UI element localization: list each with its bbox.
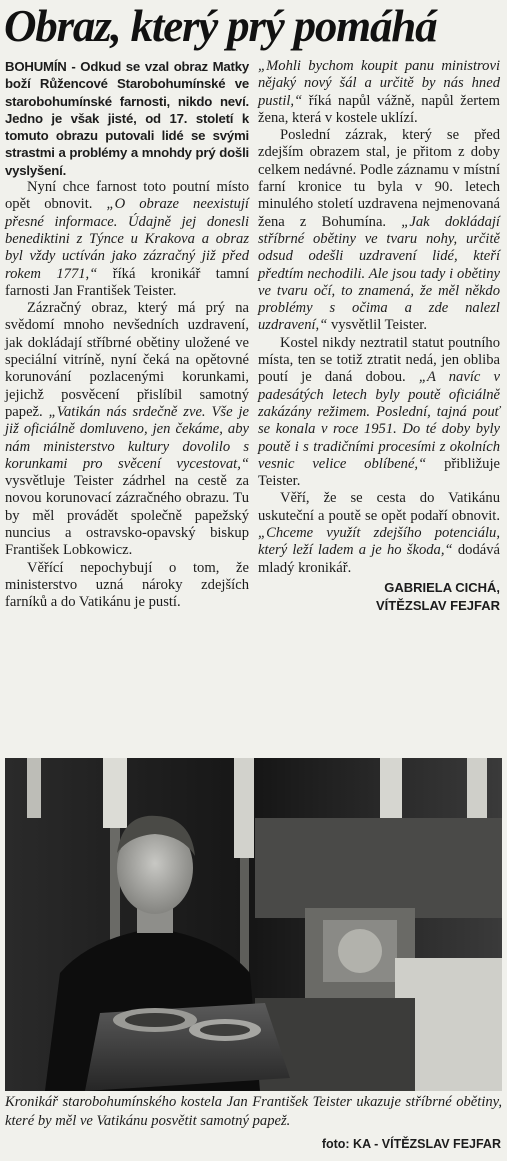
headline: Obraz, který prý pomáhá — [4, 1, 437, 51]
paragraph-6-text: Věří, že se cesta do Vatikánu uskuteční a poutě se opět podaří obnovit. — [258, 490, 500, 524]
paragraph-5-attribution: přibližuje Teister. — [258, 455, 500, 490]
byline-author-1: GABRIELA CICHÁ, — [384, 579, 500, 595]
photo-illustration — [5, 758, 502, 1091]
paragraph-1 — [5, 179, 249, 300]
photo-credit: foto: KA - VÍTĚZSLAV FEJFAR — [321, 1137, 501, 1151]
paragraph-3-quote: „Mohli bychom koupit panu ministrovi nějaký nový šál a určitě by nás hned pustil,“ — [258, 58, 500, 109]
lead-paragraph — [5, 58, 249, 179]
paragraph-4-text: Poslední zázrak, který se před zdejším obrazem stal, je přitom z doby celkem nedávné. Podle záznamu v místní farní kronice tu byla v 90. letech minulého století uzdravena nejmenovaná žena z Bohumína. — [258, 127, 500, 230]
paragraph-6-attribution: dodává mladý kronikář. — [258, 542, 500, 576]
paragraph-4-attribution: vysvětlil Teister. — [330, 317, 427, 334]
paragraph-2 — [5, 300, 249, 559]
article-photo — [5, 758, 502, 1091]
dateline: BOHUMÍN - — [5, 59, 76, 74]
paragraph-3-continued — [258, 58, 500, 127]
paragraph-4-quote: „Jak dokládají stříbrné obětiny ve tvaru nohy, určitě odsud odešli uzdravení lidé, kteří předtím nechodili. Ale jsou tady i obětiny ve tvaru očí, to znamená, že měl někdo problémy s očima a zde nalezl uzdravení,“ — [258, 213, 500, 334]
paragraph-4 — [258, 127, 500, 335]
column-left — [5, 58, 249, 612]
paragraph-5 — [258, 335, 500, 491]
paragraph-2-attribution: vysvětluje Teister zádrhel na cestě za novou korunovací zázračného obrazu. Tu by měl provádět společně papežský nuncius a ostravsko-opavský biskup František Lobkowicz. — [5, 473, 249, 559]
photo-caption: Kronikář starobohumínského kostela Jan František Teister ukazuje stříbrné obětiny, které by měl ve Vatikánu posvětit samotný papež. — [5, 1094, 502, 1129]
paragraph-2-text: Zázračný obraz, který má prý na svědomí mnoho nevšedních uzdravení, jak dokládají stříbrné obětiny uložené ve speciální vitríně, nyní čeká na opětovné korunování pozlacenými korunkami, jejichž posvěcení přislíbil samotný papež. — [5, 300, 249, 420]
paragraph-2-quote: „Vatikán nás srdečně zve. Vše je již oficiálně domluveno, jen čekáme, aby nám ministerstvo kultury dovolilo s korunkami pro svěcení vycestovat,“ — [5, 403, 249, 472]
lead-text: Odkud se vzal obraz Matky boží Růžencové Starobohumínské ve starobohumínské farnosti, nikdo neví. Jedno je však jisté, od 17. století k tomuto obrazu putovali lidé se svými strastmi a problémy a mnohdy prý došli vyslyšení. — [5, 59, 249, 178]
paragraph-3-text: Věřící nepochybují o tom, že ministerstvo uzná nároky zdejších farníků a do Vatikánu je pustí. — [5, 559, 249, 611]
paragraph-1-quote: „O obraze neexistují přesné informace. Údajně jej donesli benediktini z Týnce u Krakova a obraz byl vždy uctíván jako zázračný již před rokem 1771,“ — [5, 196, 249, 282]
byline — [258, 579, 500, 615]
paragraph-3-attribution: říká napůl vážně, napůl žertem žena, která v kostele uklízí. — [258, 92, 500, 126]
paragraph-6-quote: „Chceme využít zdejšího potenciálu, který leží ladem a je ho škoda,“ — [258, 525, 500, 559]
paragraph-5-text: Kostel nikdy neztratil statut poutního místa, ten se totiž ztratit nedá, jen obliba poutí je daná dobou. — [258, 334, 500, 386]
paragraph-5-quote: „A navíc v padesátých letech byly poutě oficiálně zakázány režimem. Poslední, tajná pouť se konala v roce 1951. Do té doby byly poutě i s tradičními procesími z okolních vesnic velice oblíbené,“ — [258, 369, 500, 472]
paragraph-1-attribution: říká kronikář tamní farnosti Jan František Teister. — [5, 265, 249, 299]
column-right — [258, 58, 500, 615]
byline-author-2: VÍTĚZSLAV FEJFAR — [376, 597, 500, 613]
paragraph-3-start — [5, 560, 249, 612]
paragraph-6 — [258, 490, 500, 576]
paragraph-1-text: Nyní chce farnost toto poutní místo opět obnovit. — [5, 179, 249, 213]
